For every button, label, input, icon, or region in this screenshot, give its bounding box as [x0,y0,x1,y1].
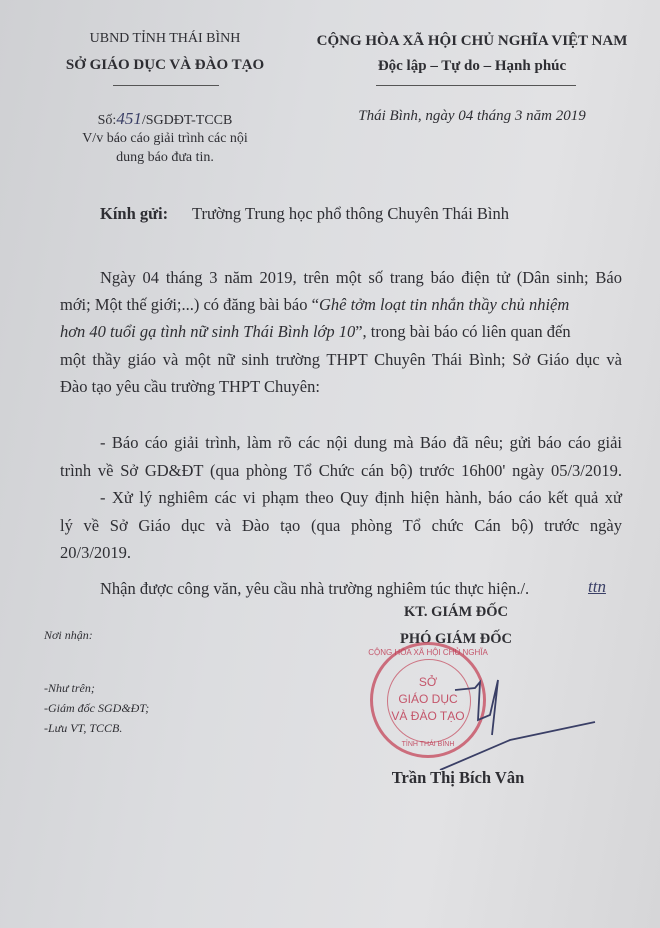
closing-line: Nhận được công văn, yêu cầu nhà trường nghiêm túc thực hiện./. [100,579,530,598]
body-line: Ngày 04 tháng 3 năm 2019, trên một số trang báo điện tử (Dân sinh; Báo [100,268,622,287]
place-date: Thái Bình, ngày 04 tháng 3 năm 2019 [358,108,586,124]
signer-name: Trần Thị Bích Vân [391,768,525,787]
department-name: SỞ GIÁO DỤC VÀ ĐÀO TẠO [65,57,265,73]
number-prefix: Số: [97,113,117,128]
body-line: - Xử lý nghiêm các vi phạm theo Quy định hiện hành, báo cáo kết quả xử [100,488,622,507]
seal-text: TỈNH THÁI BÌNH [401,741,455,748]
handwritten-signature [380,660,620,770]
national-motto: Độc lập – Tự do – Hạnh phúc [377,58,567,74]
subject-line: dung báo đưa tin. [116,150,214,165]
issuing-authority: UBND TỈNH THÁI BÌNH [89,31,241,46]
body-text: mới; Một thế giới;...) có đăng bài báo “ [60,295,319,314]
signer-title: PHÓ GIÁM ĐỐC [400,631,512,647]
on-behalf-title: KT. GIÁM ĐỐC [403,604,509,620]
body-line [60,322,622,342]
seal-text: GIÁO DỤC [398,692,458,706]
subject-line: V/v báo cáo giải trình các nội [82,131,248,146]
handwritten-number: 451 [116,109,142,128]
article-title: hơn 40 tuổi gạ tình nữ sinh Thái Bình lớp 10 [60,322,356,341]
recipient-name: Trường Trung học phổ thông Chuyên Thái Bình [192,204,509,223]
distribution-label: Nơi nhận: [44,628,93,642]
seal-text: SỞ [418,675,438,689]
distribution-item: -Lưu VT, TCCB. [44,721,123,735]
body-text: ”, trong bài báo có liên quan đến [355,322,571,341]
number-suffix: /SGDĐT-TCCB [141,113,233,128]
body-line: trình về Sở GD&ĐT (qua phòng Tổ Chức cán bộ) trước 16h00' ngày 05/3/2019. [60,461,622,480]
handwritten-initials: ttn [588,577,606,596]
body-line: - Báo cáo giải trình, làm rõ các nội dung mà Báo đã nêu; gửi báo cáo giải [100,433,622,452]
seal-text: CỘNG HÒA XÃ HỘI CHỦ NGHĨA [368,648,488,657]
country-name: CỘNG HÒA XÃ HỘI CHỦ NGHĨA VIỆT NAM [316,33,628,49]
document-number [98,109,233,129]
body-line: Đào tạo yêu cầu trường THPT Chuyên: [60,377,320,396]
body-line: 20/3/2019. [60,543,132,562]
body-line [60,295,622,315]
distribution-item: -Giám đốc SGD&ĐT; [44,701,150,715]
divider [376,85,576,86]
body-line: lý về Sở Giáo dục và Đào tạo (qua phòng Tổ chức Cán bộ) trước ngày [60,516,622,535]
divider [113,85,219,86]
recipient-label: Kính gửi: [100,204,169,223]
body-line: một thầy giáo và một nữ sinh trường THPT Chuyên Thái Bình; Sở Giáo dục và [60,350,622,369]
distribution-item: -Như trên; [44,681,95,695]
article-title: Ghê tởm loạt tin nhắn thầy chủ nhiệm [318,295,570,314]
seal-text: VÀ ĐÀO TẠO [391,709,465,723]
